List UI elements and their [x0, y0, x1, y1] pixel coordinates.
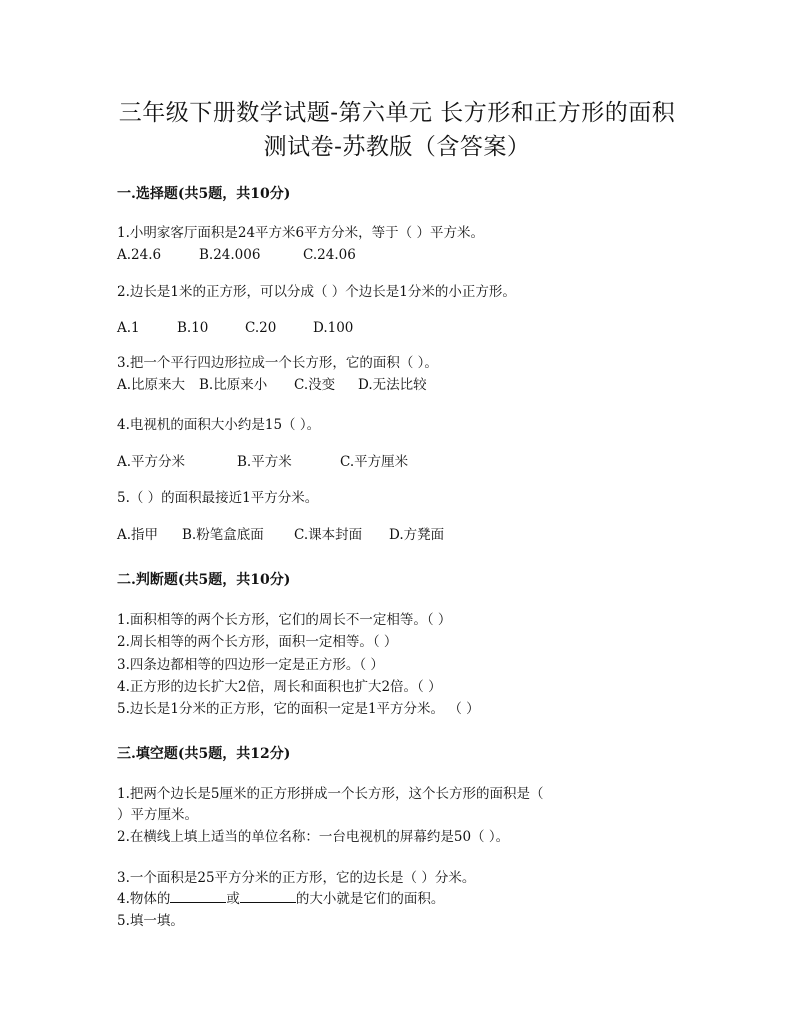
document-title-line-2: 测试卷-苏教版（含答案）: [263, 134, 531, 160]
option: C.没变: [294, 377, 336, 393]
option: A.1: [117, 320, 140, 336]
question-stem: 3.把一个平行四边形拉成一个长方形，它的面积（ ）。: [117, 355, 438, 371]
question-options: [117, 319, 353, 337]
list-item: [117, 890, 444, 908]
option: C.课本封面: [294, 527, 363, 543]
option: A.24.6: [117, 247, 162, 263]
section-heading-choice: 一.选择题(共5题，共10分): [117, 186, 291, 202]
question-stem: 2.边长是1米的正方形，可以分成（ ）个边长是1分米的小正方形。: [117, 284, 516, 300]
option: C.20: [245, 320, 277, 336]
fill-text: 或: [226, 891, 240, 907]
option: B.比原来小: [199, 377, 268, 393]
option: B.10: [177, 320, 209, 336]
option: B.平方米: [237, 454, 292, 470]
question-options: [117, 246, 356, 264]
fill-text: 的大小就是它们的面积。: [295, 891, 445, 907]
option: D.无法比较: [358, 377, 427, 393]
question-options: [117, 526, 444, 544]
option: A.指甲: [117, 527, 159, 543]
list-item: 3.一个面积是25平方分米的正方形，它的边长是（ ）分米。: [117, 870, 476, 886]
list-item: 4.正方形的边长扩大2倍，周长和面积也扩大2倍。（ ）: [117, 679, 442, 695]
question-stem: 5.（ ）的面积最接近1平方分米。: [117, 490, 319, 506]
document-title-line-1: 三年级下册数学试题-第六单元 长方形和正方形的面积: [118, 100, 676, 126]
list-item: 2.在横线上填上适当的单位名称：一台电视机的屏幕约是50（ ）。: [117, 829, 510, 845]
list-item: 1.把两个边长是5厘米的正方形拼成一个长方形，这个长方形的面积是（: [117, 786, 544, 802]
list-item: 2.周长相等的两个长方形，面积一定相等。（ ）: [117, 634, 398, 650]
answer-blank[interactable]: [240, 890, 296, 903]
option: D.100: [313, 320, 354, 336]
list-item: 5.边长是1分米的正方形，它的面积一定是1平方分米。 （ ）: [117, 701, 480, 717]
section-heading-fill-blank: 三.填空题(共5题，共12分): [117, 746, 291, 762]
question-options: [117, 453, 408, 471]
list-item: ）平方厘米。: [117, 807, 198, 823]
option: D.方凳面: [389, 527, 445, 543]
option: C.平方厘米: [340, 454, 409, 470]
option: C.24.06: [303, 247, 356, 263]
option: B.粉笔盒底面: [182, 527, 264, 543]
answer-blank[interactable]: [170, 890, 226, 903]
section-heading-true-false: 二.判断题(共5题，共10分): [117, 572, 291, 588]
option: A.比原来大: [117, 377, 186, 393]
fill-text: 4.物体的: [117, 891, 171, 907]
list-item: 5.填一填。: [117, 913, 184, 929]
option: A.平方分米: [117, 454, 186, 470]
option: B.24.006: [199, 247, 261, 263]
question-stem: 4.电视机的面积大小约是15（ ）。: [117, 417, 321, 433]
question-stem: 1.小明家客厅面积是24平方米6平方分米，等于（ ）平方米。: [117, 225, 484, 241]
question-options: [117, 376, 427, 394]
list-item: 1.面积相等的两个长方形，它们的周长不一定相等。（ ）: [117, 612, 452, 628]
list-item: 3.四条边都相等的四边形一定是正方形。（ ）: [117, 657, 384, 673]
